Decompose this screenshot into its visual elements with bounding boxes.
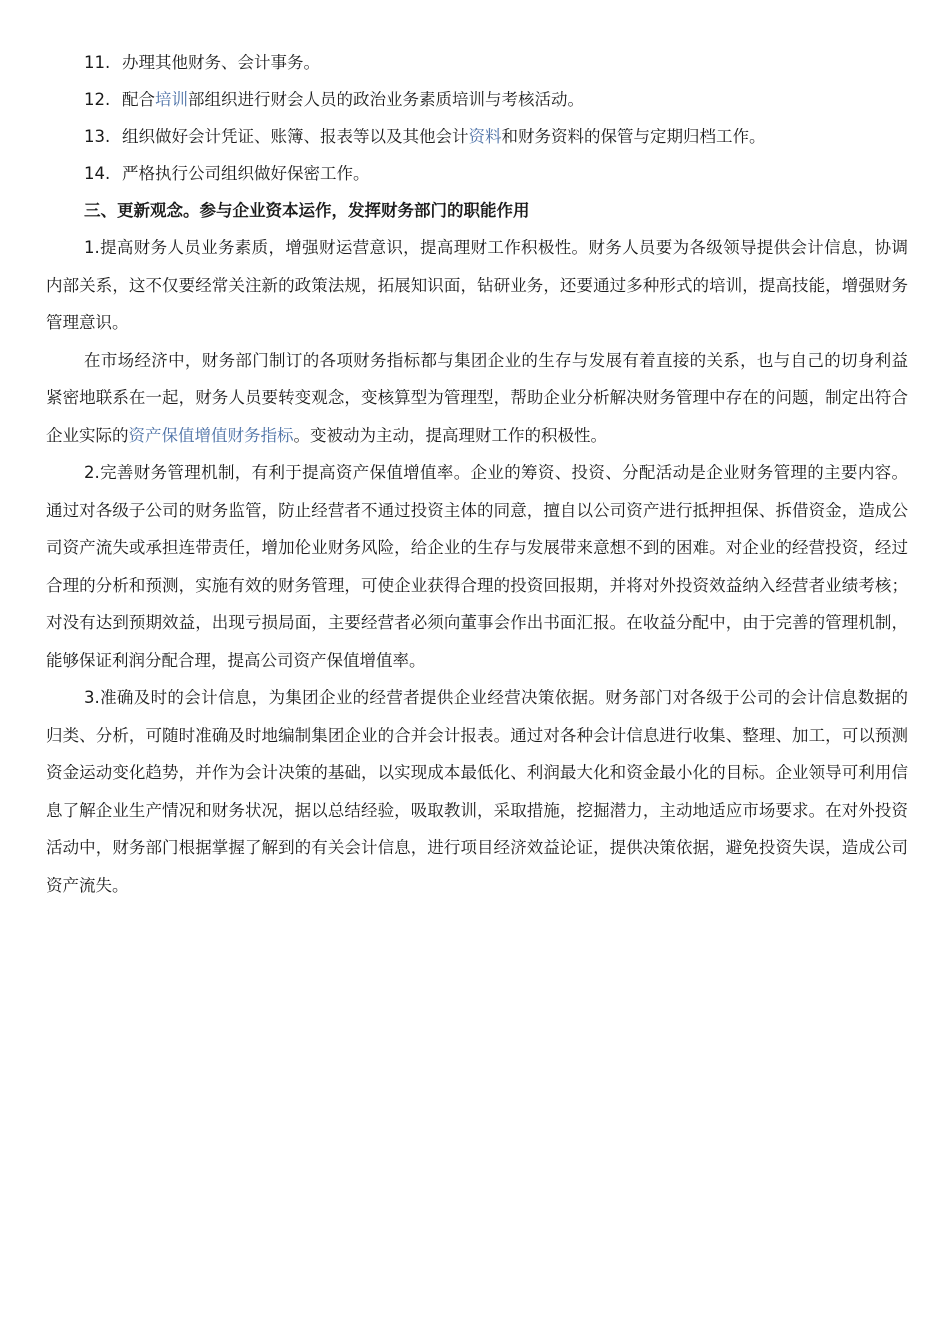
item-number: 13. — [84, 127, 111, 146]
list-item-14 — [46, 155, 908, 192]
paragraph-2-post: 。变被动为主动，提高理财工作的积极性。 — [293, 425, 607, 445]
paragraph-2-pre: 在市场经济中，财务部门制订的各项财务指标都与集团企业的生存与发展有着直接的关系，也与自己的切身利益紧密地联系在一起，财务人员要转变观念，变核算型为管理型，帮助企业分析解决财务管理中存在的问题，制定出符合企业实际的 — [46, 350, 908, 445]
item-text-pre: 配合 — [122, 90, 155, 109]
item-text: 办理其他财务、会计事务。 — [122, 53, 320, 72]
item-text-post: 部组织进行财会人员的政治业务素质培训与考核活动。 — [188, 90, 584, 109]
item-number: 12. — [84, 90, 111, 109]
list-item-12 — [46, 81, 908, 118]
paragraph-1: 1.提高财务人员业务素质，增强财运营意识，提高理财工作积极性。财务人员要为各级领导提供会计信息，协调内部关系，这不仅要经常关注新的政策法规，拓展知识面，钻研业务，还要通过多种形式的培训，提高技能，增强财务管理意识。 — [46, 238, 908, 332]
paragraph-3: 2.完善财务管理机制，有利于提高资产保值增值率。企业的筹资、投资、分配活动是企业财务管理的主要内容。通过对各级子公司的财务监管，防止经营者不通过投资主体的同意，擅自以公司资产进行抵押担保、拆借资金，造成公司资产流失或承担连带责任，增加伦业财务风险，给企业的生存与发展带来意想不到的困难。对企业的经营投资，经过合理的分析和预测，实施有效的财务管理，可使企业获得合理的投资回报期，并将对外投资效益纳入经营者业绩考核；对没有达到预期效益，出现亏损局面，主要经营者必须向董事会作出书面汇报。在收益分配中，由于完善的管理机制，能够保证利润分配合理，提高公司资产保值增值率。 — [46, 463, 908, 670]
section-heading: 三、更新观念。参与企业资本运作，发挥财务部门的职能作用 — [84, 201, 530, 220]
training-link[interactable]: 培训 — [155, 90, 188, 109]
item-number: 14. — [84, 164, 111, 183]
document-page — [46, 44, 908, 904]
list-item-11 — [46, 44, 908, 81]
list-item-13 — [46, 118, 908, 155]
asset-indicator-link[interactable]: 资产保值增值财务指标 — [128, 425, 294, 445]
paragraph-2 — [46, 342, 908, 455]
item-text: 严格执行公司组织做好保密工作。 — [122, 164, 370, 183]
item-text-pre: 组织做好会计凭证、账簿、报表等以及其他会计 — [122, 127, 469, 146]
item-number: 11. — [84, 53, 111, 72]
paragraph-4: 3.准确及时的会计信息，为集团企业的经营者提供企业经营决策依据。财务部门对各级于公司的会计信息数据的归类、分析，可随时准确及时地编制集团企业的合并会计报表。通过对各种会计信息进行收集、整理、加工，可以预测资金运动变化趋势，并作为会计决策的基础，以实现成本最低化、利润最大化和资金最小化的目标。企业领导可利用信息了解企业生产情况和财务状况，据以总结经验，吸取教训，采取措施，挖掘潜力，主动地适应市场要求。在对外投资活动中，财务部门根据掌握了解到的有关会计信息，进行项目经济效益论证，提供决策依据，避免投资失误，造成公司资产流失。 — [46, 688, 908, 895]
materials-link[interactable]: 资料 — [468, 127, 502, 146]
item-text-post: 和财务资料的保管与定期归档工作。 — [501, 127, 766, 146]
